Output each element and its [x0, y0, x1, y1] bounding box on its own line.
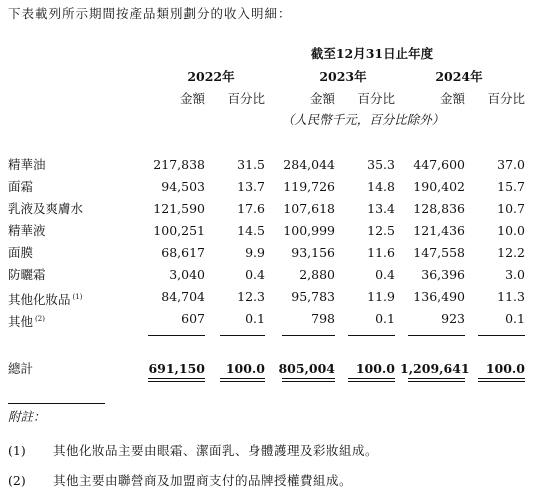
- subtotal-rule: [220, 335, 265, 336]
- cell-amount-2024: 923: [441, 311, 465, 326]
- row-label: [8, 223, 46, 239]
- cell-percent-2022: 31.5: [237, 157, 265, 172]
- row-label-text: 其他: [8, 314, 34, 330]
- year-header-2023: 2023年: [319, 69, 367, 84]
- cell-percent-2023: 13.4: [367, 201, 395, 216]
- total-double-rule: [348, 378, 395, 382]
- cell-percent-2022: 0.4: [245, 267, 265, 282]
- cell-percent-2023: 0.4: [375, 267, 395, 282]
- cell-amount-2022: 3,040: [169, 267, 205, 282]
- amount-header-2022: 金額: [179, 91, 205, 106]
- intro-text: 下表載列所示期間按產品類別劃分的收入明細：: [8, 6, 292, 21]
- cell-amount-2024: 121,436: [413, 223, 465, 238]
- row-label-text: 面膜: [8, 245, 34, 260]
- notes-title: 附註：: [8, 409, 46, 424]
- subtotal-rule: [282, 335, 335, 336]
- note-mark-1: (1): [8, 443, 26, 458]
- total-double-rule: [478, 378, 525, 382]
- cell-percent-2024: 15.7: [497, 179, 525, 194]
- cell-amount-2022: 68,617: [161, 245, 205, 260]
- cell-percent-2023: 12.5: [367, 223, 395, 238]
- period-header: 截至12月31日止年度: [310, 46, 434, 61]
- cell-amount-2022: 84,704: [161, 289, 205, 304]
- row-label: [8, 245, 33, 261]
- subtotal-rule: [478, 335, 525, 336]
- cell-percent-2022: 12.3: [237, 289, 265, 304]
- cell-percent-2024: 11.3: [497, 289, 525, 304]
- total-percent-2022: 100.0: [225, 361, 265, 376]
- cell-percent-2022: 14.5: [237, 223, 265, 238]
- percent-header-2024: 百分比: [487, 91, 525, 106]
- cell-amount-2022: 217,838: [153, 157, 205, 172]
- footnote-marker: (1): [72, 293, 83, 301]
- year-header-2024: 2024年: [435, 69, 483, 84]
- row-label: [8, 289, 82, 308]
- row-label-text: 面霜: [8, 179, 34, 194]
- cell-amount-2024: 190,402: [413, 179, 465, 194]
- cell-amount-2022: 607: [181, 311, 205, 326]
- row-label: [8, 179, 33, 195]
- cell-percent-2024: 10.0: [497, 223, 525, 238]
- cell-percent-2022: 9.9: [245, 245, 265, 260]
- total-percent-2024: 100.0: [485, 361, 525, 376]
- note-text-1: 其他化妝品主要由眼霜、潔面乳、身體護理及彩妝組成。: [53, 443, 379, 458]
- cell-percent-2022: 13.7: [237, 179, 265, 194]
- percent-header-2022: 百分比: [227, 91, 265, 106]
- cell-amount-2023: 93,156: [291, 245, 335, 260]
- cell-percent-2023: 35.3: [367, 157, 395, 172]
- cell-percent-2024: 3.0: [505, 267, 525, 282]
- cell-percent-2023: 11.6: [367, 245, 395, 260]
- total-double-rule: [220, 378, 265, 382]
- cell-percent-2023: 14.8: [367, 179, 395, 194]
- cell-amount-2024: 128,836: [413, 201, 465, 216]
- cell-percent-2022: 17.6: [237, 201, 265, 216]
- row-label: [8, 311, 45, 330]
- total-double-rule: [282, 378, 335, 382]
- row-label: [8, 267, 46, 283]
- note-mark-2: (2): [8, 473, 26, 488]
- row-label-text: 精華油: [8, 157, 46, 172]
- cell-amount-2024: 147,558: [413, 245, 465, 260]
- row-label: [8, 157, 46, 173]
- cell-amount-2023: 107,618: [283, 201, 335, 216]
- cell-amount-2023: 2,880: [299, 267, 335, 282]
- row-label-text: 防曬霜: [8, 267, 46, 282]
- total-amount-2022: 691,150: [148, 361, 205, 376]
- note-text-2: 其他主要由聯營商及加盟商支付的品牌授權費組成。: [53, 473, 353, 488]
- cell-amount-2023: 119,726: [283, 179, 335, 194]
- cell-percent-2024: 0.1: [505, 311, 525, 326]
- cell-amount-2022: 100,251: [153, 223, 205, 238]
- row-label-text: 其他化妝品: [8, 292, 71, 308]
- cell-amount-2023: 100,999: [283, 223, 335, 238]
- total-double-rule: [408, 378, 465, 382]
- cell-percent-2024: 12.2: [497, 245, 525, 260]
- cell-percent-2022: 0.1: [245, 311, 265, 326]
- notes-separator: [8, 403, 105, 404]
- amount-header-2024: 金額: [439, 91, 465, 106]
- total-percent-2023: 100.0: [355, 361, 395, 376]
- unit-note: （人民幣千元，百分比除外）: [281, 112, 445, 127]
- year-header-2022: 2022年: [187, 69, 235, 84]
- cell-amount-2023: 284,044: [283, 157, 335, 172]
- total-amount-2024: 1,209,641: [400, 361, 470, 376]
- footnote-marker: (2): [35, 315, 45, 323]
- percent-header-2023: 百分比: [357, 91, 395, 106]
- row-label-text: 乳液及爽膚水: [8, 201, 84, 216]
- subtotal-rule: [408, 335, 465, 336]
- cell-percent-2024: 10.7: [497, 201, 525, 216]
- total-double-rule: [148, 378, 205, 382]
- cell-amount-2024: 36,396: [421, 267, 465, 282]
- cell-amount-2022: 94,503: [161, 179, 205, 194]
- cell-amount-2022: 121,590: [153, 201, 205, 216]
- cell-amount-2023: 95,783: [291, 289, 335, 304]
- subtotal-rule: [348, 335, 395, 336]
- subtotal-rule: [148, 335, 205, 336]
- total-amount-2023: 805,004: [278, 361, 335, 376]
- row-label-text: 精華液: [8, 223, 46, 238]
- cell-amount-2023: 798: [311, 311, 335, 326]
- amount-header-2023: 金額: [309, 91, 335, 106]
- cell-amount-2024: 447,600: [413, 157, 465, 172]
- cell-amount-2024: 136,490: [413, 289, 465, 304]
- cell-percent-2023: 0.1: [375, 311, 395, 326]
- row-label: [8, 201, 83, 217]
- total-label: 總計: [8, 361, 34, 376]
- cell-percent-2023: 11.9: [367, 289, 395, 304]
- cell-percent-2024: 37.0: [497, 157, 525, 172]
